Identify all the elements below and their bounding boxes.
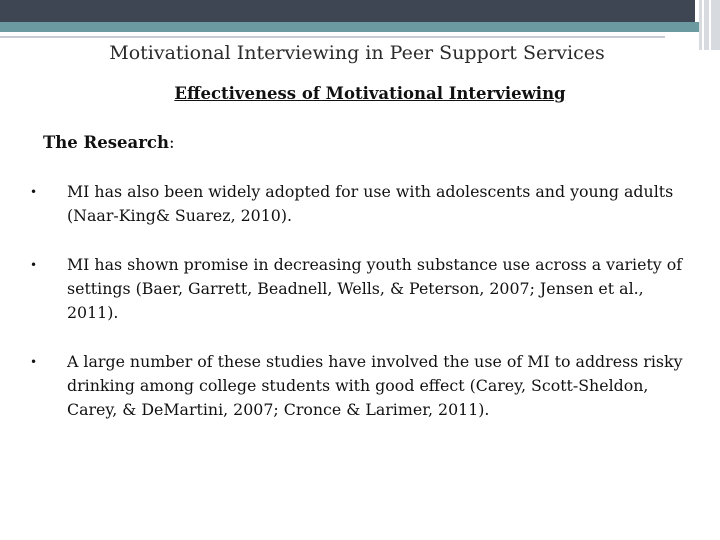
bullet-text: A large number of these studies have involved the use of MI to address risky drinking among college students with good effect (Carey, Scott-Sheldon, Carey, & DeMartini, 2007; Cronce & Larimer, 2011). [67,352,683,419]
slide-subheading: Effectiveness of Motivational Interviewing [174,84,566,103]
list-item [30,253,700,325]
bullet-text: MI has also been widely adopted for use with adolescents and young adults (Naar-King& Suarez, 2010). [67,182,674,225]
bullet-dot-icon: • [30,258,38,272]
bullet-list [30,180,700,447]
research-label [43,133,175,152]
top-band-thin-line [0,36,665,38]
top-decorative-band [0,0,720,22]
bullet-dot-icon: • [30,185,38,199]
top-band-dark-stripe [0,0,695,22]
bullet-dot-icon: • [30,355,38,369]
page-title: Motivational Interviewing in Peer Support Services [109,42,605,64]
research-label-colon: : [168,133,175,152]
top-band-teal-stripe [0,22,720,32]
list-item [30,350,700,422]
list-item [30,180,700,228]
research-label-text: The Research [43,133,169,152]
bullet-text: MI has shown promise in decreasing youth substance use across a variety of settings (Baer, Garrett, Beadnell, Wells, & Peterson, 2007; Jensen et al., 2011). [67,255,683,322]
